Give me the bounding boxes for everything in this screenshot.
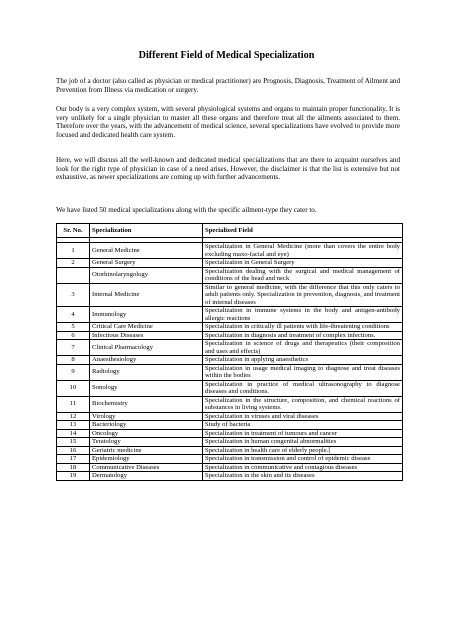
- cell-sr-no: 2: [57, 259, 90, 268]
- cell-specialization: Teratology: [90, 438, 203, 447]
- cell-specialization: Bacteriology: [90, 421, 203, 430]
- cell-sr-no: 11: [57, 396, 90, 412]
- cell-specialized-field: Specialization in viruses and viral diseases: [203, 412, 403, 421]
- cell-sr-no: 17: [57, 455, 90, 464]
- table-row: [57, 463, 403, 472]
- body-paragraph: Our body is a very complex system, with several physiological systems and organs to maintain proper functionality. It is very unlikely for a single physician to master all these organs and therefore treat all the ailments associated to them. Therefore over the years, with the advancement of medical science, several specializations have evolved to provide more focused and dedicated health care system.: [56, 105, 400, 139]
- cell-sr-no: 10: [57, 380, 90, 396]
- table-row: [57, 331, 403, 340]
- cell-sr-no: 9: [57, 364, 90, 380]
- cell-specialized-field: Specialization in human congenital abnormalities: [203, 438, 403, 447]
- table-row: [57, 380, 403, 396]
- table-row: [57, 412, 403, 421]
- cell-specialized-field: Specialization in General Surgery: [203, 259, 403, 268]
- specialization-table: [56, 223, 403, 481]
- table-intro-paragraph: We have listed 50 medical specializations along with the specific ailment-type they cater to.: [56, 206, 317, 214]
- table-row: [57, 259, 403, 268]
- cell-specialized-field: Specialization in diagnosis and treatment of complex infections.: [203, 331, 403, 340]
- body-paragraph: Here, we will discuss all the well-known and dedicated medical specializations that are there to acquaint ourselves and look for the right type of physician in case of a need arises. However, the disclaimer is that the list is extensive but not exhaustive, as newer specializations are coming up with further advancements.: [56, 156, 400, 181]
- cell-specialization: Epidemiology: [90, 455, 203, 464]
- cell-sr-no: 7: [57, 340, 90, 356]
- table-row: [57, 323, 403, 332]
- cell-specialized-field: Specialization in communicative and contagious diseases: [203, 463, 403, 472]
- table-row: [57, 455, 403, 464]
- table-row: [57, 421, 403, 430]
- cell-specialization: General Surgery: [90, 259, 203, 268]
- table-row: [57, 243, 403, 259]
- cell-specialized-field: Specialization in usage medical imaging to diagnose and treat diseases within the bodies: [203, 364, 403, 380]
- table-row: [57, 356, 403, 365]
- cell-specialization: Communicative Diseases: [90, 463, 203, 472]
- cell-sr-no: 1: [57, 243, 90, 259]
- cell-sr-no: 4: [57, 307, 90, 323]
- table-row: [57, 340, 403, 356]
- cell-specialization: Clinical Pharmacology: [90, 340, 203, 356]
- cell-specialized-field: Specialization in the skin and its diseases: [203, 472, 403, 481]
- cell-specialized-field: Specialization in health care of elderly people.[: [203, 446, 403, 455]
- cell-specialization: Critical Care Medicine: [90, 323, 203, 332]
- cell-sr-no: 6: [57, 331, 90, 340]
- table-row: [57, 307, 403, 323]
- table-header-row: [57, 224, 403, 238]
- cell-specialized-field: Specialization in science of drugs and therapeutics (their composition and uses and effects): [203, 340, 403, 356]
- cell-sr-no: [57, 267, 90, 283]
- cell-specialization: Infectious Diseases: [90, 331, 203, 340]
- cell-sr-no: 16: [57, 446, 90, 455]
- cell-specialization: Sonology: [90, 380, 203, 396]
- cell-specialization: Immunology: [90, 307, 203, 323]
- table-row: [57, 429, 403, 438]
- document-title: Different Field of Medical Specialization: [138, 50, 315, 61]
- table-row: [57, 267, 403, 283]
- header-specialized-field: Specialized Field: [203, 224, 403, 238]
- cell-sr-no: 19: [57, 472, 90, 481]
- header-specialization: Specialization: [90, 224, 203, 238]
- cell-specialized-field: Specialization in critically ill patients with life-threatening conditions: [203, 323, 403, 332]
- cell-sr-no: 5: [57, 323, 90, 332]
- cell-specialization: General Medicine: [90, 243, 203, 259]
- table-row: [57, 396, 403, 412]
- cell-sr-no: 18: [57, 463, 90, 472]
- cell-specialization: Otorhinolaryngology: [90, 267, 203, 283]
- cell-specialization: Geriatric medicine: [90, 446, 203, 455]
- cell-specialization: Anaesthesiology: [90, 356, 203, 365]
- cell-sr-no: 8: [57, 356, 90, 365]
- cell-specialized-field: Specialization in transmission and control of epidemic disease: [203, 455, 403, 464]
- table-row: [57, 472, 403, 481]
- cell-sr-no: 12: [57, 412, 90, 421]
- cell-specialized-field: Specialization in immune systems in the body and antigen-antibody allergic reactions: [203, 307, 403, 323]
- intro-paragraph: The job of a doctor (also called as physician or medical practitioner) are Prognosis, Diagnosis, Treatment of Ailment and Prevention from Illness via medication or surgery.: [56, 77, 400, 94]
- cell-specialized-field: Similar to general medicine, with the difference that this only caters to adult patients only. Specialization in prevention, diagnosis, and treatment of internal diseases: [203, 283, 403, 307]
- cell-sr-no: 3: [57, 283, 90, 307]
- cell-specialized-field: Specialization in applying anaesthetics: [203, 356, 403, 365]
- cell-specialization: Dermatology: [90, 472, 203, 481]
- cell-sr-no: 13: [57, 421, 90, 430]
- cell-specialized-field: Study of bacteria: [203, 421, 403, 430]
- table-row: [57, 283, 403, 307]
- cell-specialization: Virology: [90, 412, 203, 421]
- cell-specialized-field: Specialization dealing with the surgical and medical management of conditions of the head and neck: [203, 267, 403, 283]
- cell-specialization: Radiology: [90, 364, 203, 380]
- cell-specialization: Oncology: [90, 429, 203, 438]
- table-row: [57, 364, 403, 380]
- cell-specialized-field: Specialization in General Medicine (more than covers the entire body excluding maxo-facial and eye): [203, 243, 403, 259]
- cell-sr-no: 15: [57, 438, 90, 447]
- cell-specialization: Biochemistry: [90, 396, 203, 412]
- cell-specialized-field: Specialization in treatment of tumours and cancer: [203, 429, 403, 438]
- table-row: [57, 446, 403, 455]
- cell-sr-no: 14: [57, 429, 90, 438]
- table-row: [57, 438, 403, 447]
- cell-specialized-field: Specialization in practice of medical ultrasonography to diagnose diseases and conditions.: [203, 380, 403, 396]
- cell-specialization: Internal Medicine: [90, 283, 203, 307]
- cell-specialized-field: Specialization in the structure, composition, and chemical reactions of substances in living systems.: [203, 396, 403, 412]
- header-sr-no: Sr. No.: [57, 224, 90, 238]
